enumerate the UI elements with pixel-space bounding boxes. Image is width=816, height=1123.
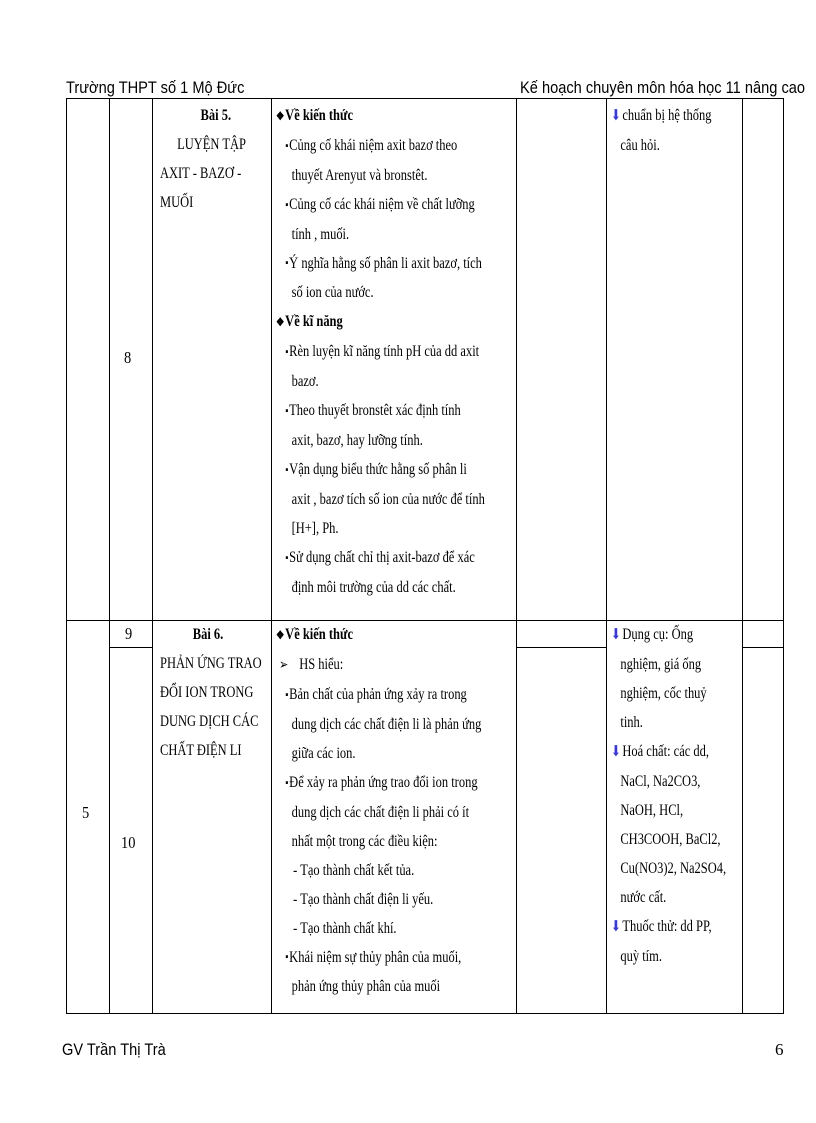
objective-line: dung dịch các chất điện li là phản ứng [291,715,482,733]
prep-line: Thuốc thử: dd PP, [622,918,712,935]
knowledge-heading: Về kiến thức [285,107,353,124]
prep-line: Hoá chất: các dd, [622,743,709,760]
footer-teacher: GV Trần Thị Trà [62,1040,166,1059]
table-row-line [742,647,783,648]
arrow-bullet-icon: ⬇ [611,108,621,124]
lesson-title: Bài 5. [200,107,232,124]
objectives-cell [276,620,514,1001]
table-border-left [66,98,67,1014]
diamond-bullet-icon: ❖ [276,315,285,330]
table-col-line [271,98,272,1014]
lesson-name-line: PHẢN ỨNG TRAO [160,655,262,672]
objective-line: ▪ Củng cố khái niệm axit bazơ theo [276,131,514,161]
lesson-number: 8 [124,348,132,367]
lesson-name-line: DUNG DỊCH CÁC [160,713,259,730]
table-col-line [606,98,607,1014]
prep-line: câu hỏi. [620,137,660,154]
header-school: Trường THPT số 1 Mộ Đức [66,78,245,97]
prep-line: nghiệm, cốc thuỷ [620,685,707,702]
table-col-line [516,98,517,1014]
skills-heading: Về kĩ năng [285,313,343,331]
lesson-name-line: AXIT - BAZƠ - [160,165,242,182]
knowledge-heading: Về kiến thức [285,626,353,643]
objective-line: ▪ Sử dụng chất chỉ thị axit-bazơ để xác [276,543,514,573]
header-plan-title: Kế hoạch chuyên môn hóa học 11 nâng cao [520,78,806,97]
lesson-name-line: LUYỆN TẬP [177,136,246,153]
lesson-cell [160,101,277,217]
hs-label: HS hiểu: [299,656,344,673]
objective-line: ▪ Vận dụng biểu thức hằng số phân li [276,455,514,485]
objective-line: thuyết Arenyut và bronstêt. [291,166,428,184]
prep-line: nghiệm, giá ống [620,656,702,673]
objective-line: nhất một trong các điều kiện: [291,832,438,850]
prep-line: tinh. [620,714,643,731]
prep-line: nước cất. [620,889,667,906]
prep-line: chuẩn bị hệ thống [622,107,712,124]
prep-line: quỳ tím. [620,948,662,965]
diamond-bullet-icon: ❖ [276,109,285,123]
objective-line: ▪ Theo thuyết bronstêt xác định tính [276,396,514,426]
objective-line: [H+], Ph. [291,519,339,537]
table-col-line [152,98,153,1014]
table-col-line [742,98,743,1014]
objective-line: axit, bazơ, hay lưỡng tính. [291,432,423,450]
prep-line: NaOH, HCl, [620,802,684,819]
table-border-right [783,98,784,1014]
lesson-number: 9 [125,624,133,643]
arrow-bullet-icon: ⬇ [611,744,621,760]
arrowhead-bullet-icon: ➢ [279,658,289,673]
preparation-cell [611,101,742,160]
objective-line: ▪ Để xảy ra phản ứng trao đổi ion trong [276,768,514,798]
page-number: 6 [775,1040,784,1059]
arrow-bullet-icon: ⬇ [611,919,621,935]
table-row-line [516,647,606,648]
lesson-name-line: CHẤT ĐIỆN LI [160,742,242,759]
objectives-cell [276,101,514,602]
arrow-bullet-icon: ⬇ [611,627,621,643]
objective-line: ▪ Rèn luyện kĩ năng tính pH của dd axit [276,337,514,367]
lesson-name-line: ĐỔI ION TRONG [160,684,254,701]
lesson-number: 10 [121,833,136,852]
objective-line: tính , muối. [291,225,350,243]
objective-line: giữa các ion. [291,744,356,762]
week-number: 5 [82,803,90,822]
table-border-bottom [66,1013,784,1014]
prep-line: Cu(NO3)2, Na2SO4, [620,860,727,877]
objective-line: ▪ Bản chất của phản ứng xảy ra trong [276,680,514,710]
prep-line: CH3COOH, BaCl2, [620,831,721,848]
diamond-bullet-icon: ❖ [276,628,285,642]
prep-line: Dụng cụ: Ống [622,626,694,643]
condition-line: - Tạo thành chất khí. [293,919,397,937]
objective-line: bazơ. [291,373,319,391]
preparation-cell [611,620,742,971]
header-rule [66,98,784,99]
objective-line: dung dịch các chất điện li phải có ít [291,803,470,821]
table-col-line [109,98,110,1014]
objective-line: ▪ Khái niệm sự thủy phân của muối, [276,943,514,973]
lesson-name-line: MUỐI [160,194,194,211]
condition-line: - Tạo thành chất kết tủa. [293,861,415,879]
objective-line: định môi trường của dd các chất. [291,578,456,596]
lesson-title: Bài 6. [192,626,224,643]
objective-line: số ion của nước. [291,284,374,302]
prep-line: NaCl, Na2CO3, [620,773,701,790]
condition-line: - Tạo thành chất điện li yếu. [293,890,434,908]
table-row-line [109,647,152,648]
lesson-cell [160,620,277,765]
objective-line: ▪ Ý nghĩa hằng số phân li axit bazơ, tích [276,249,514,279]
objective-line: axit , bazơ tích số ion của nước để tính [291,490,485,508]
objective-line: ▪ Củng cố các khái niệm về chất lưỡng [276,190,514,220]
objective-line: phản ứng thủy phân của muối [291,978,441,996]
